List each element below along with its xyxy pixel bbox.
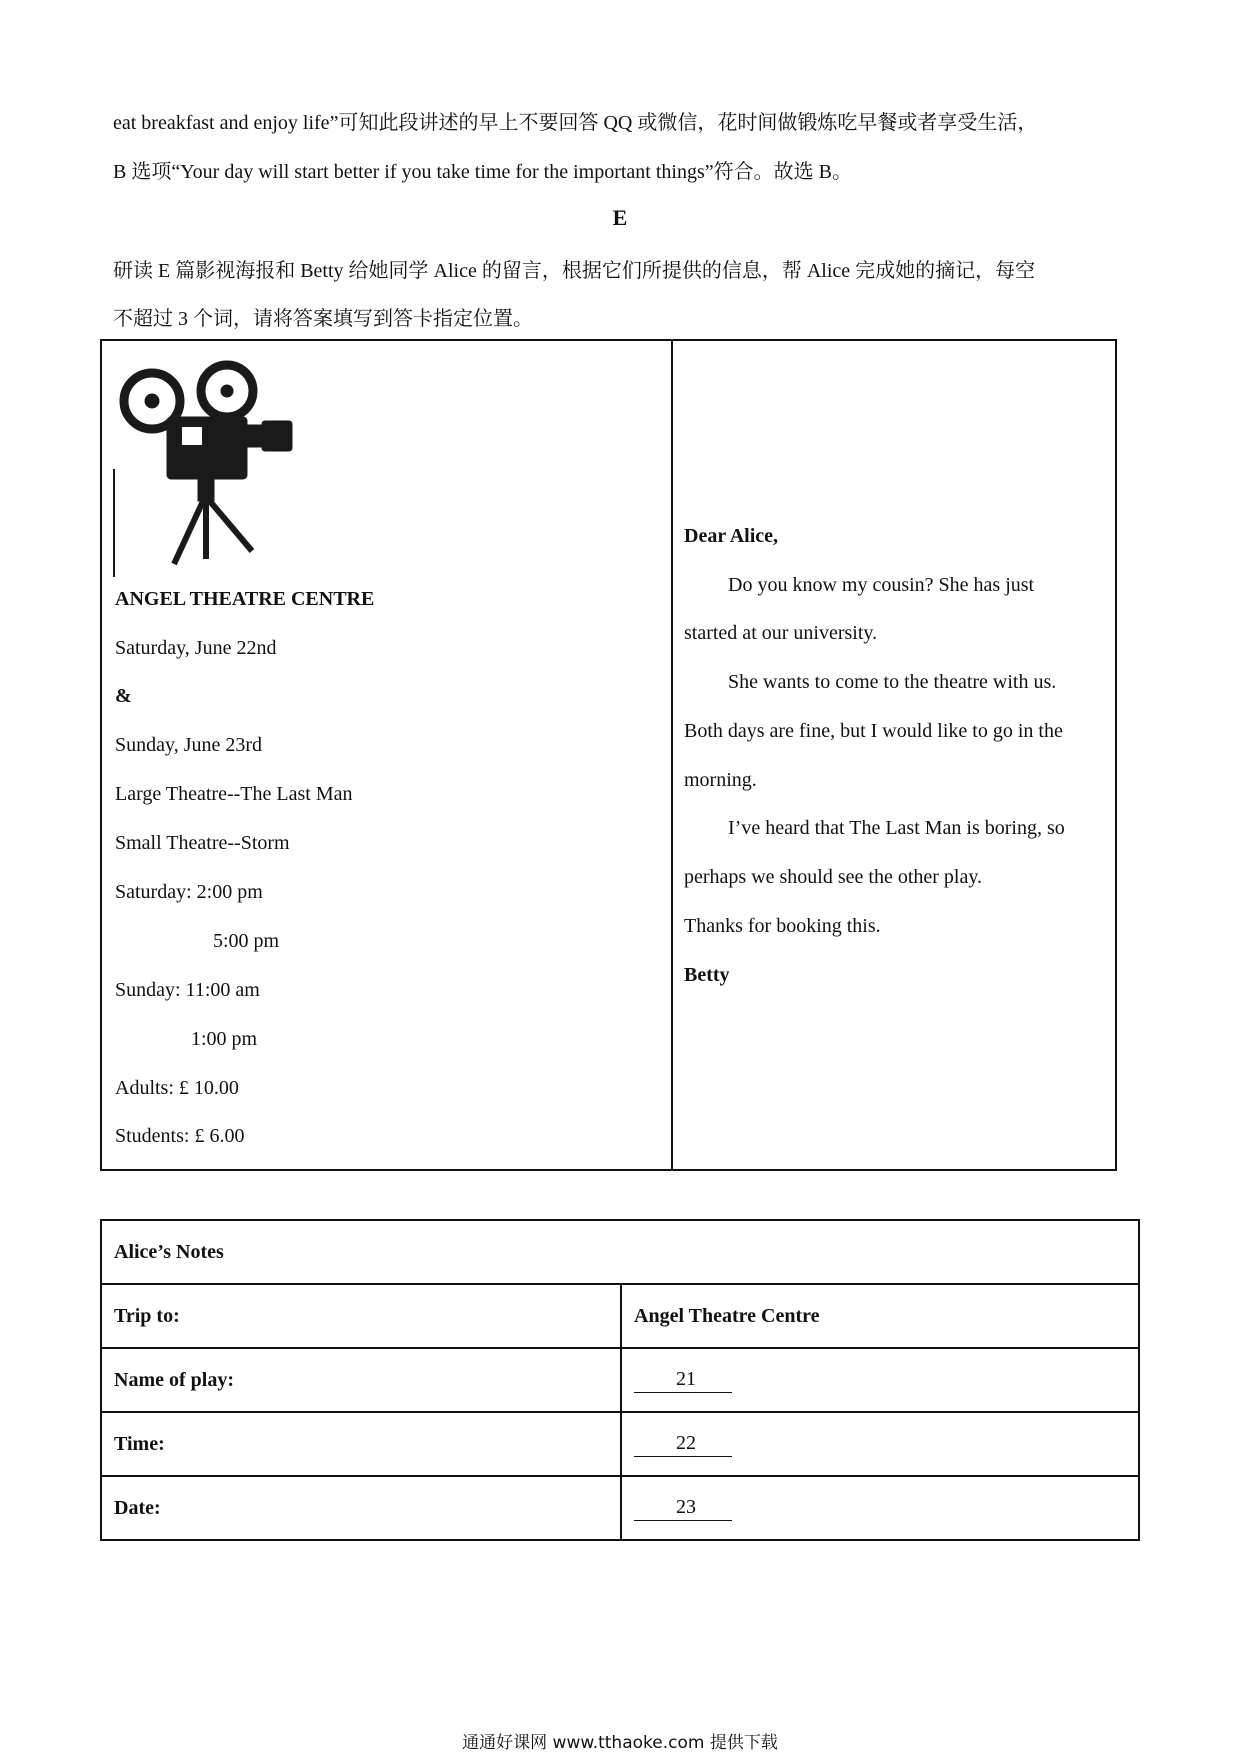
letter-thanks: Thanks for booking this.: [684, 915, 881, 937]
notes-answer-cell: [621, 1412, 1139, 1476]
letter-p2-line-1: She wants to come to the theatre with us.: [728, 671, 1057, 693]
poster-small-theatre: Small Theatre--Storm: [115, 832, 290, 854]
notes-value: Angel Theatre Centre: [621, 1284, 1139, 1348]
poster-date-1: Saturday, June 22nd: [115, 637, 277, 659]
letter-p3-line-2: perhaps we should see the other play.: [684, 866, 983, 888]
letter-p3-line-1: I’ve heard that The Last Man is boring, so: [728, 817, 1065, 839]
alice-notes-table: [100, 1219, 1140, 1541]
poster-large-theatre: Large Theatre--The Last Man: [115, 783, 353, 805]
poster-students-price: Students: £ 6.00: [115, 1125, 245, 1147]
poster-adults-price: Adults: £ 10.00: [115, 1077, 239, 1099]
notes-title: Alice’s Notes: [101, 1220, 1139, 1284]
answer-blank-22[interactable]: 22: [634, 1432, 732, 1457]
poster-letter-table: [100, 339, 1117, 1171]
poster-saturday-time-1: Saturday: 2:00 pm: [115, 881, 263, 903]
answer-blank-21[interactable]: 21: [634, 1368, 732, 1393]
section-heading: E: [612, 205, 628, 230]
letter-p2-line-3: morning.: [684, 769, 757, 791]
instructions-line-2: 不超过 3 个词，请将答案填写到答卡指定位置。: [113, 308, 533, 330]
letter-p2-line-2: Both days are fine, but I would like to go in the: [684, 720, 1063, 742]
notes-row: [101, 1284, 1139, 1348]
notes-answer-cell: [621, 1348, 1139, 1412]
letter-p1-line-1: Do you know my cousin? She has just: [728, 574, 1035, 596]
intro-line-1: eat breakfast and enjoy life”可知此段讲述的早上不要回答 QQ 或微信，花时间做锻炼吃早餐或者享受生活，: [113, 112, 1038, 134]
notes-label: Name of play:: [101, 1348, 621, 1412]
letter-greeting: Dear Alice,: [684, 525, 779, 547]
poster-sunday-time-2: 1:00 pm: [191, 1028, 258, 1050]
notes-row: [101, 1412, 1139, 1476]
notes-label: Date:: [101, 1476, 621, 1540]
column-divider: [671, 341, 673, 1169]
poster-date-2: Sunday, June 23rd: [115, 734, 263, 756]
poster-ampersand: &: [115, 685, 132, 707]
notes-label: Time:: [101, 1412, 621, 1476]
intro-line-2: B 选项“Your day will start better if you take time for the important things”符合。故选 B。: [113, 161, 852, 183]
letter-signature: Betty: [684, 964, 730, 986]
notes-title-row: [101, 1220, 1139, 1284]
notes-row: [101, 1348, 1139, 1412]
letter-p1-line-2: started at our university.: [684, 622, 878, 644]
poster-title: ANGEL THEATRE CENTRE: [115, 588, 375, 610]
instructions-line-1: 研读 E 篇影视海报和 Betty 给她同学 Alice 的留言，根据它们所提供的信息，帮 Alice 完成她的摘记，每空: [113, 260, 1036, 282]
notes-row: [101, 1476, 1139, 1540]
poster-sunday-time-1: Sunday: 11:00 am: [115, 979, 260, 1001]
poster-saturday-time-2: 5:00 pm: [213, 930, 280, 952]
footer-watermark: 通通好课网 www.tthaoke.com 提供下载: [462, 1733, 778, 1753]
answer-blank-23[interactable]: 23: [634, 1496, 732, 1521]
notes-label: Trip to:: [101, 1284, 621, 1348]
notes-answer-cell: [621, 1476, 1139, 1540]
movie-camera-icon: [112, 359, 302, 577]
